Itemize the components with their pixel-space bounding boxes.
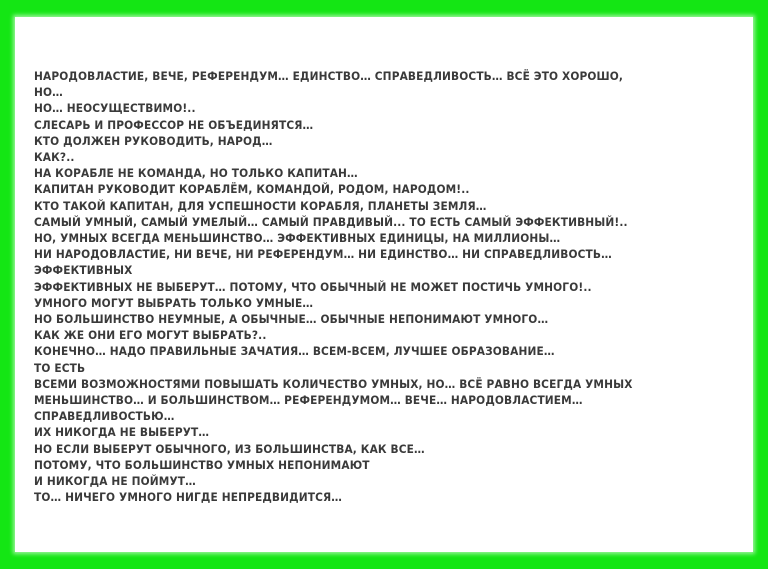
text-line: УМНОГО МОГУТ ВЫБРАТЬ ТОЛЬКО УМНЫЕ… (34, 295, 314, 310)
text-line: ВСЕМИ ВОЗМОЖНОСТЯМИ ПОВЫШАТЬ КОЛИЧЕСТВО УМНЫХ, НО… ВСЁ РАВНО ВСЕГДА УМНЫХ (34, 376, 633, 391)
text-line: И НИКОГДА НЕ ПОЙМУТ… (34, 474, 196, 489)
text-line: МЕНЬШИНСТВО… И БОЛЬШИНСТВОМ… РЕФЕРЕНДУМОМ… ВЕЧЕ… НАРОДОВЛАСТИЕМ… (34, 393, 583, 408)
text-line: КАК ЖЕ ОНИ ЕГО МОГУТ ВЫБРАТЬ?.. (34, 328, 267, 343)
text-line: ЭФФЕКТИВНЫХ НЕ ВЫБЕРУТ… ПОТОМУ, ЧТО ОБЫЧНЫЙ НЕ МОЖЕТ ПОСТИЧЬ УМНОГО!.. (34, 279, 592, 294)
text-line: КАК?.. (34, 150, 75, 165)
text-line: СПРАВЕДЛИВОСТЬЮ… (34, 409, 175, 424)
text-line: НО… НЕОСУЩЕСТВИМО!.. (34, 101, 196, 116)
text-line: НО ЕСЛИ ВЫБЕРУТ ОБЫЧНОГО, ИЗ БОЛЬШИНСТВА, КАК ВСЕ… (34, 441, 425, 456)
text-line: САМЫЙ УМНЫЙ, САМЫЙ УМЕЛЫЙ… САМЫЙ ПРАВДИВЫЙ... ТО ЕСТЬ САМЫЙ ЭФФЕКТИВНЫЙ!.. (34, 214, 628, 229)
text-line: КТО ДОЛЖЕН РУКОВОДИТЬ, НАРОД… (34, 133, 273, 148)
text-line: НО, УМНЫХ ВСЕГДА МЕНЬШИНСТВО… ЭФФЕКТИВНЫХ ЕДИНИЦЫ, НА МИЛЛИОНЫ… (34, 231, 561, 246)
text-line: КАПИТАН РУКОВОДИТ КОРАБЛЁМ, КОМАНДОЙ, РОДОМ, НАРОДОМ!.. (34, 182, 470, 197)
text-line: СЛЕСАРЬ И ПРОФЕССОР НЕ ОБЪЕДИНЯТСЯ… (34, 117, 314, 132)
text-line: ТО ЕСТЬ (34, 360, 86, 375)
text-panel (15, 17, 753, 552)
text-line: ТО… НИЧЕГО УМНОГО НИГДЕ НЕПРЕДВИДИТСЯ… (34, 490, 343, 505)
poem-text (34, 68, 699, 505)
text-line: НО БОЛЬШИНСТВО НЕУМНЫЕ, А ОБЫЧНЫЕ… ОБЫЧНЫЕ НЕПОНИМАЮТ УМНОГО… (34, 312, 549, 327)
text-line: ПОТОМУ, ЧТО БОЛЬШИНСТВО УМНЫХ НЕПОНИМАЮТ (34, 457, 370, 472)
text-line: НАРОДОВЛАСТИЕ, ВЕЧЕ, РЕФЕРЕНДУМ… ЕДИНСТВО… СПРАВЕДЛИВОСТЬ… ВСЁ ЭТО ХОРОШО, (34, 69, 624, 83)
text-line: КТО ТАКОЙ КАПИТАН, ДЛЯ УСПЕШНОСТИ КОРАБЛЯ, ПЛАНЕТЫ ЗЕМЛЯ… (34, 198, 487, 213)
text-line: НИ НАРОДОВЛАСТИЕ, НИ ВЕЧЕ, НИ РЕФЕРЕНДУМ… НИ ЕДИНСТВО… НИ СПРАВЕДЛИВОСТЬ… (34, 247, 612, 262)
text-line: НО… (34, 85, 63, 100)
text-line: НА КОРАБЛЕ НЕ КОМАНДА, НО ТОЛЬКО КАПИТАН… (34, 166, 358, 181)
text-line: ИХ НИКОГДА НЕ ВЫБЕРУТ… (34, 425, 210, 440)
text-line: КОНЕЧНО… НАДО ПРАВИЛЬНЫЕ ЗАЧАТИЯ… ВСЕМ-ВСЕМ, ЛУЧШЕЕ ОБРАЗОВАНИЕ… (34, 344, 555, 359)
text-line: ЭФФЕКТИВНЫХ (34, 263, 133, 278)
